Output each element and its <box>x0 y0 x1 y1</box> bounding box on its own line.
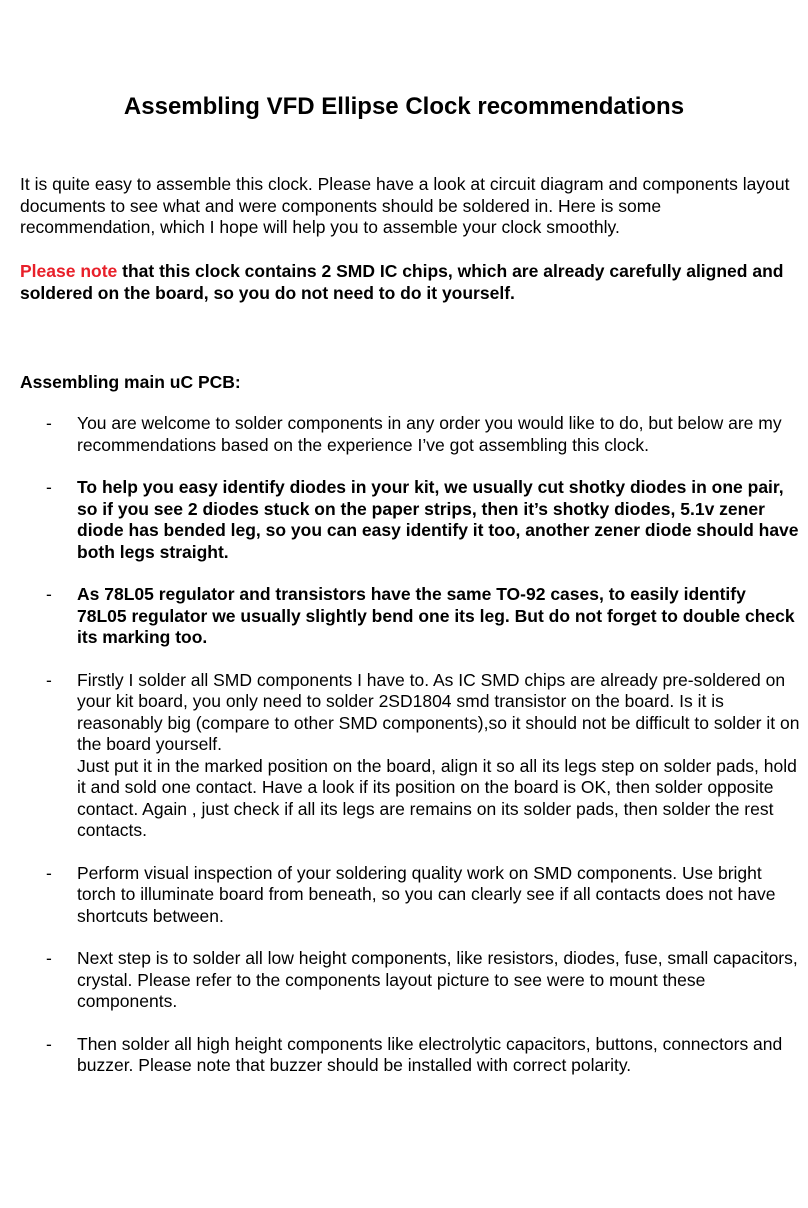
list-item <box>0 584 808 649</box>
section-heading: Assembling main uC PCB: <box>20 372 241 392</box>
document-title: Assembling VFD Ellipse Clock recommendations <box>123 93 685 120</box>
list-item-text: Next step is to solder all low height components, like resistors, diodes, fuse, small capacitors, crystal. Please refer to the components layout picture to see were to mount these components. <box>77 948 798 1011</box>
note-paragraph <box>20 261 800 304</box>
bullet-dash: - <box>46 413 52 433</box>
bullet-dash: - <box>46 862 52 883</box>
list-item-text: Firstly I solder all SMD components I have to. As IC SMD chips are already pre-soldered on your kit board, you only need to solder 2SD1804 smd transistor on the board. Is it is reasonably big (compare to other SMD components),so it should not be difficult to solder it on the board yourself. <box>77 669 800 754</box>
bullet-dash: - <box>46 584 52 604</box>
list-item <box>0 948 808 1013</box>
note-highlight: Please note <box>20 261 118 281</box>
note-text: that this clock contains 2 SMD IC chips, which are already carefully aligned and soldered on the board, so you do not need to do it yourself. <box>20 261 784 303</box>
list-item <box>0 1034 808 1077</box>
bullet-dash: - <box>46 1033 52 1054</box>
list-item-text: Then solder all high height components like electrolytic capacitors, buttons, connectors and buzzer. Please note that buzzer should be installed with correct polarity. <box>77 1033 783 1075</box>
bullet-dash: - <box>46 669 52 690</box>
list-item-text: As 78L05 regulator and transistors have the same TO-92 cases, to easily identify 78L05 regulator we usually slightly bend one its leg. But do not forget to double check its marking too. <box>77 584 795 647</box>
list-item <box>0 863 808 928</box>
list-item <box>0 477 808 563</box>
recommendation-list <box>0 413 808 1098</box>
list-item-text: Perform visual inspection of your soldering quality work on SMD components. Use bright torch to illuminate board from beneath, so you can clearly see if all contacts does not have shortcuts between. <box>77 862 776 926</box>
list-item-text: You are welcome to solder components in any order you would like to do, but below are my recommendations based on the experience I’ve got assembling this clock. <box>77 413 782 455</box>
intro-paragraph: It is quite easy to assemble this clock. Please have a look at circuit diagram and components layout documents to see what and were components should be soldered in. Here is some recommendation, which I hope will help you to assemble your clock smoothly. <box>20 174 790 237</box>
bullet-dash: - <box>46 477 52 497</box>
list-item <box>0 413 808 456</box>
bullet-dash: - <box>46 948 52 968</box>
list-item-text: To help you easy identify diodes in your kit, we usually cut shotky diodes in one pair, so if you see 2 diodes stuck on the paper strips, then it’s shotky diodes, 5.1v zener diode has bended leg, so you can easy identify it too, another zener diode should have both legs straight. <box>77 477 799 562</box>
list-item <box>0 670 808 842</box>
list-item-text-continued: Just put it in the marked position on the board, align it so all its legs step on solder pads, hold it and sold one contact. Have a look if its position on the board is OK, then solder opposite contact. Again , just check if all its legs are remains on its solder pads, then solder the rest contacts. <box>77 755 797 840</box>
